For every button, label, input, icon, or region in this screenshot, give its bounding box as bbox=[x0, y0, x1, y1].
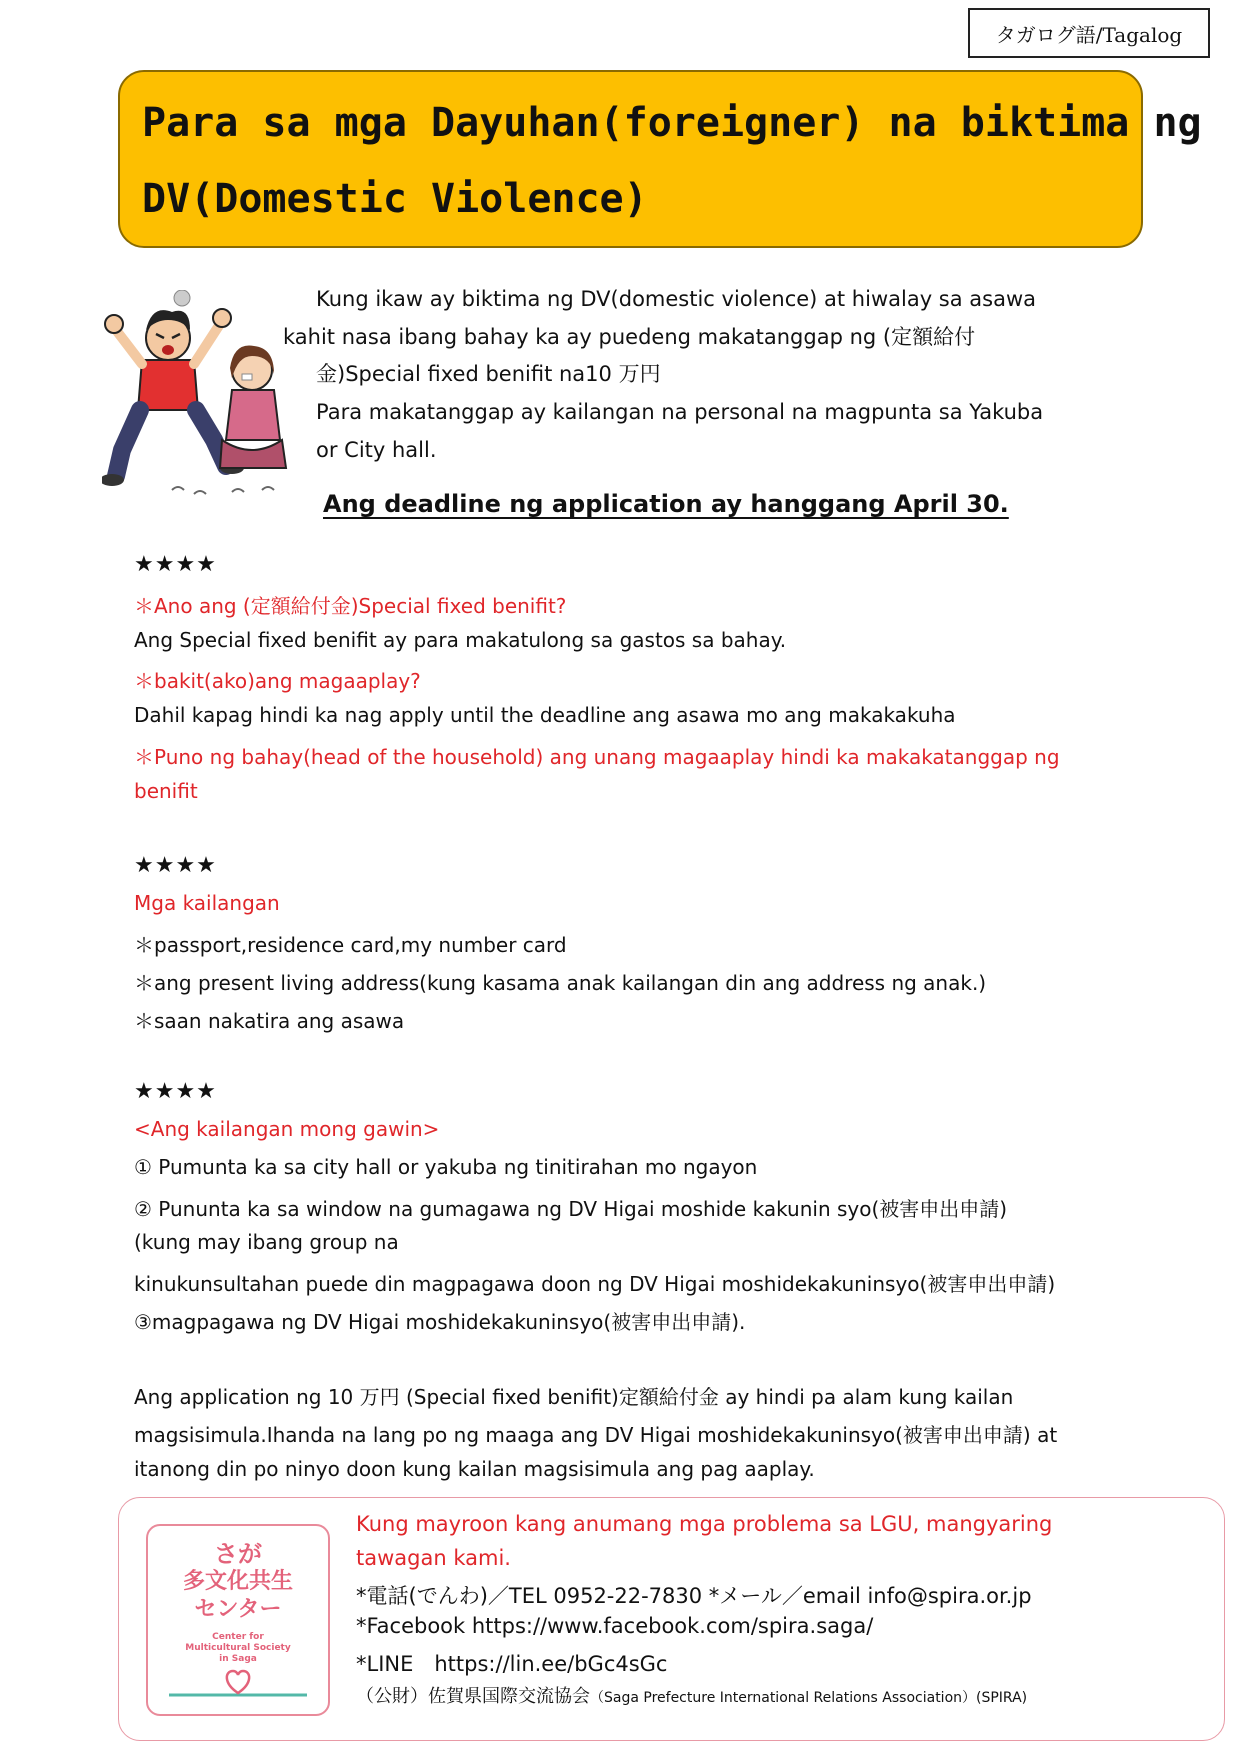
section1-answer-2: Dahil kapag hindi ka nag apply until the deadline ang asawa mo ang makakakuha bbox=[134, 703, 956, 727]
section3-step-2b: (kung may ibang group na bbox=[134, 1230, 399, 1254]
crying-woman-figure bbox=[220, 345, 286, 468]
logo-en-1: Center for bbox=[212, 1632, 264, 1642]
contact-line-2: tawagan kami. bbox=[356, 1546, 511, 1570]
logo-line-1: さが bbox=[214, 1540, 262, 1568]
section3-stars: ★★★★ bbox=[134, 1079, 217, 1104]
section3-heading: <Ang kailangan mong gawin> bbox=[134, 1117, 440, 1141]
language-tag: タガログ語/Tagalog bbox=[968, 8, 1210, 58]
section2-heading: Mga kailangan bbox=[134, 891, 280, 915]
closing-line-1: Ang application ng 10 万円 (Special fixed benifit)定額給付金 ay hindi pa alam kung kailan bbox=[134, 1385, 1014, 1409]
closing-line-2: magsisimula.Ihanda na lang po ng maaga ang DV Higai moshidekakuninsyo(被害申出申請) at bbox=[134, 1423, 1058, 1447]
organization-name: （公財）佐賀県国際交流協会 bbox=[356, 1686, 590, 1707]
logo-en-3: in Saga bbox=[219, 1654, 257, 1664]
contact-organization bbox=[356, 1682, 1027, 1708]
section3-step-2c: kinukunsultahan puede din magpagawa doon ng DV Higai moshidekakuninsyo(被害申出申請) bbox=[134, 1272, 1056, 1296]
dv-illustration bbox=[102, 290, 302, 500]
title-banner bbox=[118, 70, 1202, 248]
intro-line-5: or City hall. bbox=[316, 438, 437, 462]
contact-facebook-link[interactable]: *Facebook https://www.facebook.com/spira.saga/ bbox=[356, 1614, 874, 1638]
section1-note-line-2: benifit bbox=[134, 779, 198, 803]
contact-phone-email: *電話(でんわ)／TEL 0952-22-7830 *メール／email info@spira.or.jp bbox=[356, 1584, 1032, 1608]
contact-line-1: Kung mayroon kang anumang mga problema sa LGU, mangyaring bbox=[356, 1512, 1053, 1536]
logo-line-2: 多文化共生 bbox=[182, 1569, 293, 1594]
section2-stars: ★★★★ bbox=[134, 853, 217, 878]
organization-name-en: （Saga Prefecture International Relations Association）(SPIRA) bbox=[590, 1690, 1028, 1706]
intro-line-3: 金)Special fixed benifit na10 万円 bbox=[316, 362, 661, 386]
logo-line-3: センター bbox=[194, 1597, 282, 1622]
intro-line-2: kahit nasa ibang bahay ka ay puedeng makatanggap ng (定額給付 bbox=[283, 325, 976, 349]
debris-marks bbox=[172, 487, 274, 494]
section1-answer-1: Ang Special fixed benifit ay para makatulong sa gastos sa bahay. bbox=[134, 628, 787, 652]
section1-stars: ★★★★ bbox=[134, 552, 217, 577]
section3-step-3: ③magpagawa ng DV Higai moshidekakuninsyo(被害申出申請). bbox=[134, 1310, 746, 1334]
section3-step-1: ① Pumunta ka sa city hall or yakuba ng tinitirahan mo ngayon bbox=[134, 1155, 758, 1179]
intro-line-4: Para makatanggap ay kailangan na personal na magpunta sa Yakuba bbox=[316, 400, 1044, 424]
contact-line-link[interactable]: *LINE https://lin.ee/bGc4sGc bbox=[356, 1652, 668, 1676]
intro-line-1: Kung ikaw ay biktima ng DV(domestic violence) at hiwalay sa asawa bbox=[316, 287, 1037, 311]
section3-step-2: ② Pununta ka sa window na gumagawa ng DV Higai moshide kakunin syo(被害申出申請) bbox=[134, 1197, 1008, 1221]
title-line-2: DV(Domestic Violence) bbox=[142, 176, 648, 222]
heart-icon bbox=[163, 1665, 313, 1699]
center-logo bbox=[146, 1524, 330, 1716]
deadline-notice: Ang deadline ng application ay hanggang April 30. bbox=[323, 490, 1009, 518]
section2-item-1: ＊passport,residence card,my number card bbox=[134, 933, 567, 957]
section2-item-3: ＊saan nakatira ang asawa bbox=[134, 1009, 405, 1033]
title-line-1: Para sa mga Dayuhan(foreigner) na biktima ng bbox=[142, 100, 1202, 146]
section2-item-2: ＊ang present living address(kung kasama anak kailangan din ang address ng anak.) bbox=[134, 971, 987, 995]
section1-question-1: ＊Ano ang (定額給付金)Special fixed benifit? bbox=[134, 594, 567, 618]
logo-en-2: Multicultural Society bbox=[185, 1643, 291, 1653]
closing-line-3: itanong din po ninyo doon kung kailan magsisimula ang pag aaplay. bbox=[134, 1457, 815, 1481]
section1-question-2: ＊bakit(ako)ang magaaplay? bbox=[134, 669, 421, 693]
section1-note-line-1: ＊Puno ng bahay(head of the household) ang unang magaaplay hindi ka makakatanggap ng bbox=[134, 745, 1060, 769]
